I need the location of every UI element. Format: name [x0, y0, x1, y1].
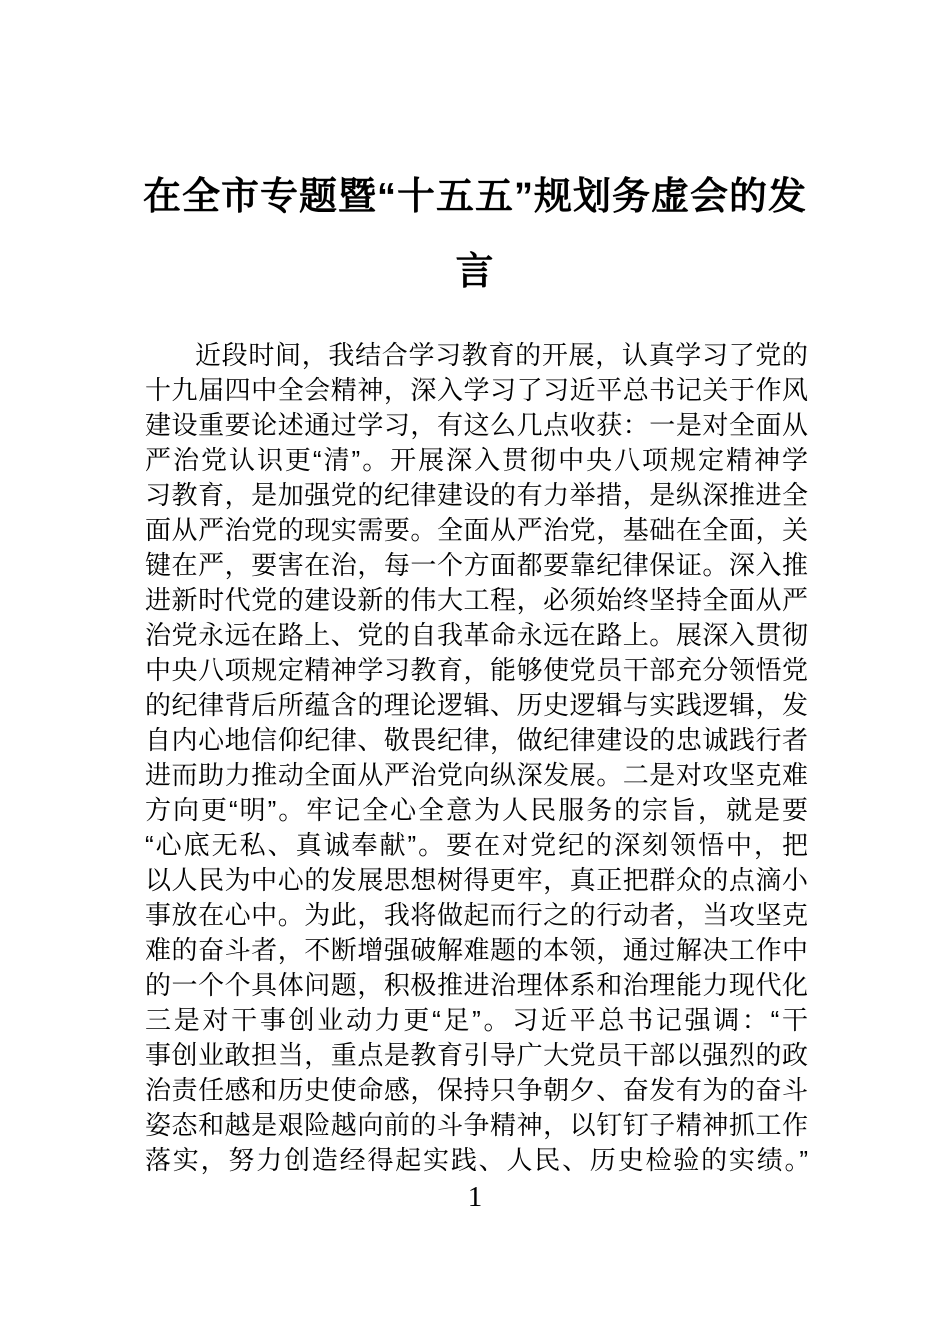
body-line: 方向更“明”。牢记全心全意为人民服务的宗旨，就是要 — [145, 795, 808, 825]
body-line: 习教育，是加强党的纪律建设的有力举措，是纵深推进全 — [145, 480, 808, 510]
body-line: 三是对干事创业动力更“足”。习近平总书记强调：“干 — [145, 1005, 808, 1035]
body-line: 面从严治党的现实需要。全面从严治党，基础在全面，关 — [145, 515, 808, 545]
body-line: 治责任感和历史使命感，保持只争朝夕、奋发有为的奋斗 — [145, 1075, 808, 1105]
title-line-1: 在全市专题暨“十五五”规划务虚会的发 — [142, 176, 807, 218]
body-line: 近段时间，我结合学习教育的开展，认真学习了党的 — [195, 340, 808, 370]
body-line: 建设重要论述通过学习，有这么几点收获：一是对全面从 — [145, 410, 808, 440]
body-line: 十九届四中全会精神，深入学习了习近平总书记关于作风 — [145, 375, 808, 405]
body-line: 键在严，要害在治，每一个方面都要靠纪律保证。深入推 — [145, 550, 808, 580]
body-line: “心底无私、真诚奉献”。要在对党纪的深刻领悟中，把 — [145, 830, 808, 860]
body-line: 自内心地信仰纪律、敬畏纪律，做纪律建设的忠诚践行者 — [145, 725, 808, 755]
body-line: 难的奋斗者，不断增强破解难题的本领，通过解决工作中 — [145, 935, 808, 965]
title-line-2: 言 — [455, 251, 495, 293]
document-title — [75, 160, 875, 310]
body-line: 姿态和越是艰险越向前的斗争精神，以钉钉子精神抓工作 — [145, 1110, 808, 1140]
body-line: 以人民为中心的发展思想树得更牢，真正把群众的点滴小 — [145, 865, 808, 895]
body-line: 严治党认识更“清”。开展深入贯彻中央八项规定精神学 — [145, 445, 808, 475]
document-body — [145, 338, 808, 1178]
body-line: 的纪律背后所蕴含的理论逻辑、历史逻辑与实践逻辑，发 — [145, 690, 808, 720]
body-line: 落实，努力创造经得起实践、人民、历史检验的实绩。” — [145, 1145, 808, 1175]
body-line: 的一个个具体问题，积极推进治理体系和治理能力现代化 — [145, 970, 808, 1000]
body-line: 中央八项规定精神学习教育，能够使党员干部充分领悟党 — [145, 655, 808, 685]
body-line: 事放在心中。为此，我将做起而行之的行动者，当攻坚克 — [145, 900, 808, 930]
body-line: 进新时代党的建设新的伟大工程，必须始终坚持全面从严 — [145, 585, 808, 615]
body-line: 事创业敢担当，重点是教育引导广大党员干部以强烈的政 — [145, 1040, 808, 1070]
body-line: 治党永远在路上、党的自我革命永远在路上。展深入贯彻 — [145, 620, 808, 650]
body-line: 进而助力推动全面从严治党向纵深发展。二是对攻坚克难 — [145, 760, 808, 790]
page-number: 1 — [467, 1181, 483, 1213]
